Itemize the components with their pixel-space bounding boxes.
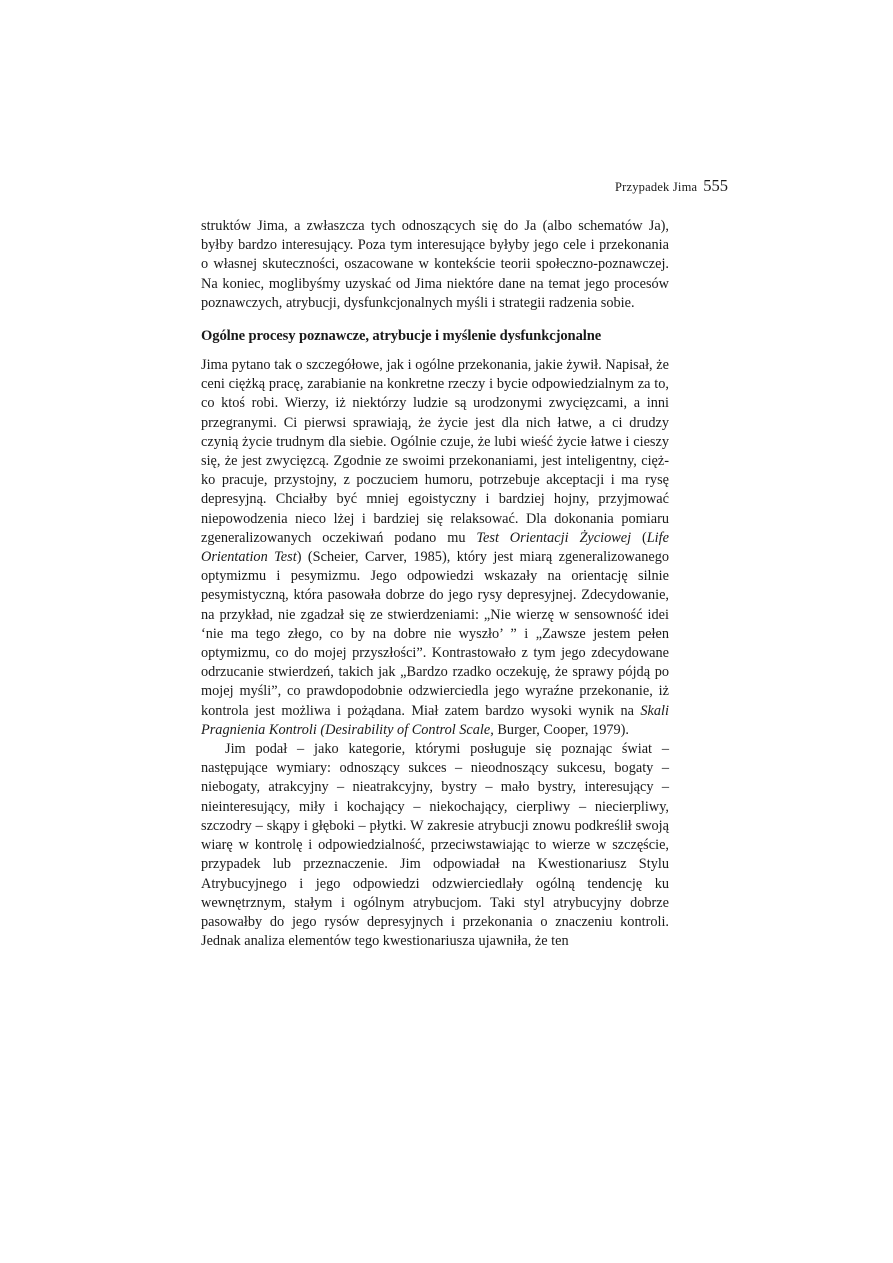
- body-text: [201, 217, 669, 951]
- paragraph-beliefs: [201, 356, 669, 740]
- paragraph-beliefs-text-b: (: [631, 529, 647, 546]
- paragraph-beliefs-text-c: ) (Scheier, Carver, 1985), który jest miarą zgeneralizowanego optymizmu i pesymizmu. Jego odpowiedzi wskazały na orientację silnie pesymistyczną, która pasowała dobrze do jego rysy depresyjnej. Zdecydowanie, na przykład, nie zgadzał się ze stwierdzeniami: „Nie wierzę w sensowność idei ‘nie ma tego złego, co by na dobre nie wyszło’ ” i „Zawsze jestem pełen optymizmu, co do mojej przyszłości”. Kontrastowało z tym jego zdecydowane odrzucanie stwierdzeń, takich jak „Bardzo rzadko oczekuję, że sprawy pójdą po mojej myśli”, co prawdopodobnie odzwierciedla jego wyraźne przekonanie, iż kontrola jest możliwa i pożądana. Miał zatem bardzo wysoki wynik na: [201, 549, 670, 719]
- paragraph-intro: struktów Jima, a zwłaszcza tych odnoszących się do Ja (albo schematów Ja), byłby bardzo interesujący. Poza tym interesujące byłyby jego cele i przekonania o własnej skuteczności, oszacowane w kontekście teorii społeczno-poznawczej. Na koniec, moglibyśmy uzyskać od Jima niektóre dane na temat jego procesów poznawczych, atrybucji, dysfunkcjonalnych myśli i strategii radzenia sobie.: [201, 218, 669, 311]
- running-title: Przypadek Jima: [614, 180, 698, 194]
- paragraph-beliefs-text-a: Jima pytano tak o szczegółowe, jak i ogólne przekonania, jakie żywił. Napisał, że ceni ciężką pracę, zarabianie na konkretne rzeczy i bycie odpowiedzialnym za to, co ktoś robi. Wierzy, iż niektórzy ludzie są urodzonymi zwycięzcami, a inni przegranymi. Ci pierwsi sprawiają, że życie jest dla nich łatwe, a ci drudzy czynią życie trudnym dla siebie. Ogólnie czuje, że lubi wieść życie łatwe i cieszy się, że jest zwycięzcą. Zgodnie ze swoimi przekonaniami, jest inteligentny, ciężko pracuje, przystojny, z poczuciem humoru, potrzebuje akceptacji i ma rysę depresyjną. Chciałby być mniej egoistyczny i bardziej hojny, przyjmować niepowodzenia nieco lżej i bardziej się relaksować. Dla dokonania pomiaru zgeneralizowanych oczekiwań podano mu: [201, 357, 669, 546]
- paragraph-beliefs-text-d: Burger, Cooper, 1979).: [493, 721, 629, 738]
- section-heading: Ogólne procesy poznawcze, atrybucje i myślenie dysfunkcjonalne: [201, 328, 602, 345]
- test-title-en: Life Orientation Test: [201, 529, 669, 566]
- test-title-pl: Test Orientacji Życiowej: [476, 529, 632, 546]
- page-header: [470, 176, 728, 196]
- page-number: 555: [703, 176, 728, 195]
- paragraph-attributions: Jim podał – jako kategorie, którymi posługuje się poznając świat – następujące wymiary: odnoszący sukces – nieodnoszący sukcesu, bogaty – niebogaty, atrakcyjny – nieatrakcyjny, bystry – mało bystry, interesujący – nieinteresujący, miły i kochający – niekochający, cierpliwy – niecierpliwy, szczodry – skąpy i głęboki – płytki. W zakresie atrybucji znowu podkreślił swoją wiarę w kontrolę i odpowiedzialność, przeciwstawiając to wierze w szczęście, przypadek lub przeznaczenie. Jim odpowiadał na Kwestionariusz Stylu Atrybucyjnego i jego odpowiedzi odzwierciedlały ogólną tendencję ku wewnętrznym, stałym i ogólnym atrybucjom. Taki styl atrybucyjny dobrze pasowałby do jego rysów depresyjnych i przekonania o znaczeniu kontroli. Jednak analiza elementów tego kwestionariusza ujawniła, że ten: [201, 741, 669, 950]
- scale-title: Skali Pragnienia Kontroli (Desirability of Control Scale,: [201, 702, 669, 738]
